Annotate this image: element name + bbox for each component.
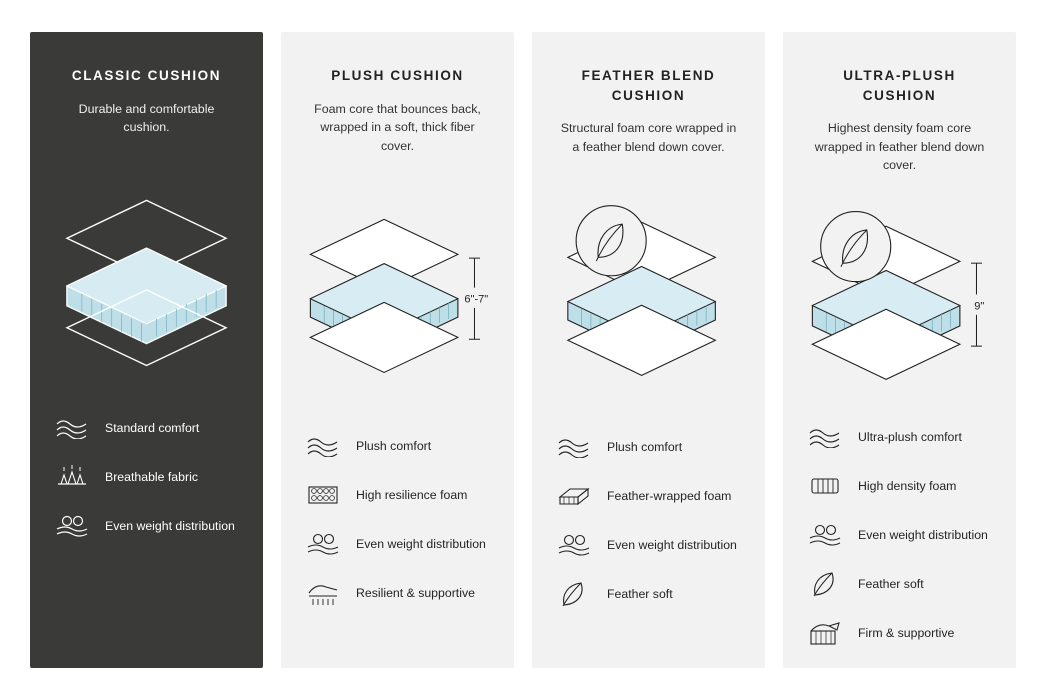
feature-label: Feather soft	[858, 576, 924, 591]
card-title: CLASSIC CUSHION	[71, 68, 222, 83]
card-title: FEATHER BLEND CUSHION	[581, 68, 716, 103]
feature-label: High density foam	[858, 478, 957, 493]
feature-item	[52, 511, 241, 541]
feature-item	[805, 618, 994, 648]
feature-label: Plush comfort	[607, 440, 683, 455]
feature-label: Even weight distribution	[105, 518, 235, 533]
even-weight-icon	[554, 530, 594, 560]
feature-label: Feather-wrapped foam	[607, 489, 732, 504]
card-description: Structural foam core wrapped in a feather blend down cover.	[560, 121, 737, 154]
feature-label: Even weight distribution	[858, 527, 988, 542]
cushion-illustration-classic	[52, 147, 241, 407]
resilient-support-icon	[303, 578, 343, 608]
cushion-illustration-plush	[303, 165, 492, 425]
feature-item	[805, 520, 994, 550]
feature-label: Even weight distribution	[607, 538, 737, 553]
honeycomb-foam-icon	[303, 480, 343, 510]
feature-label: Standard comfort	[105, 420, 200, 435]
leaf-badge-circle	[821, 212, 891, 282]
exploded-cushion-diagram	[805, 198, 994, 403]
feature-label: Feather soft	[607, 587, 673, 602]
feature-label: Ultra-plush comfort	[858, 429, 962, 444]
feather-wrapped-foam-icon	[554, 481, 594, 511]
leaf-badge-circle	[576, 206, 646, 276]
card-feather-blend-cushion[interactable]	[532, 32, 765, 668]
high-density-foam-icon	[805, 471, 845, 501]
feature-item	[303, 480, 492, 510]
feature-item	[52, 413, 241, 443]
breathable-fabric-icon	[52, 462, 92, 492]
cushion-illustration-feather-blend	[554, 166, 743, 426]
feature-item	[554, 530, 743, 560]
feature-item	[303, 529, 492, 559]
leaf-icon	[554, 579, 594, 609]
wave-comfort-icon	[554, 432, 594, 462]
exploded-cushion-diagram	[303, 195, 492, 395]
dimension-label: 9"	[974, 300, 985, 313]
firm-support-icon	[805, 618, 845, 648]
feature-item	[554, 579, 743, 609]
card-ultra-plush-cushion[interactable]	[783, 32, 1016, 668]
card-description: Foam core that bounces back, wrapped in a soft, thick fiber cover.	[314, 101, 481, 153]
card-title: ULTRA-PLUSH CUSHION	[843, 68, 956, 103]
exploded-cushion-diagram	[52, 182, 241, 372]
exploded-cushion-diagram	[554, 194, 743, 399]
wave-comfort-icon	[52, 413, 92, 443]
feature-list	[554, 432, 743, 609]
dimension-label: 6"-7"	[464, 293, 489, 306]
even-weight-icon	[52, 511, 92, 541]
feature-item	[303, 578, 492, 608]
feature-label: Breathable fabric	[105, 469, 198, 484]
feature-label: Plush comfort	[356, 439, 432, 454]
feature-label: Even weight distribution	[356, 537, 486, 552]
even-weight-icon	[303, 529, 343, 559]
feature-label: Firm & supportive	[858, 625, 955, 640]
card-plush-cushion[interactable]	[281, 32, 514, 668]
feature-list	[303, 431, 492, 608]
feature-item	[805, 471, 994, 501]
feature-list	[805, 422, 994, 648]
wave-comfort-icon	[303, 431, 343, 461]
feature-item	[554, 432, 743, 462]
feature-item	[52, 462, 241, 492]
card-title: PLUSH CUSHION	[331, 68, 464, 83]
cushion-illustration-ultra-plush	[805, 185, 994, 416]
card-classic-cushion[interactable]	[30, 32, 263, 668]
feature-item	[554, 481, 743, 511]
feature-label: High resilience foam	[356, 488, 468, 503]
even-weight-icon	[805, 520, 845, 550]
card-description: Durable and comfortable cushion.	[78, 101, 215, 135]
card-description: Highest density foam core wrapped in feather blend down cover.	[814, 121, 985, 173]
leaf-icon	[805, 569, 845, 599]
wave-comfort-icon	[805, 422, 845, 452]
feature-item	[805, 422, 994, 452]
feature-label: Resilient & supportive	[356, 586, 475, 601]
feature-item	[303, 431, 492, 461]
feature-list	[52, 413, 241, 541]
feature-item	[805, 569, 994, 599]
